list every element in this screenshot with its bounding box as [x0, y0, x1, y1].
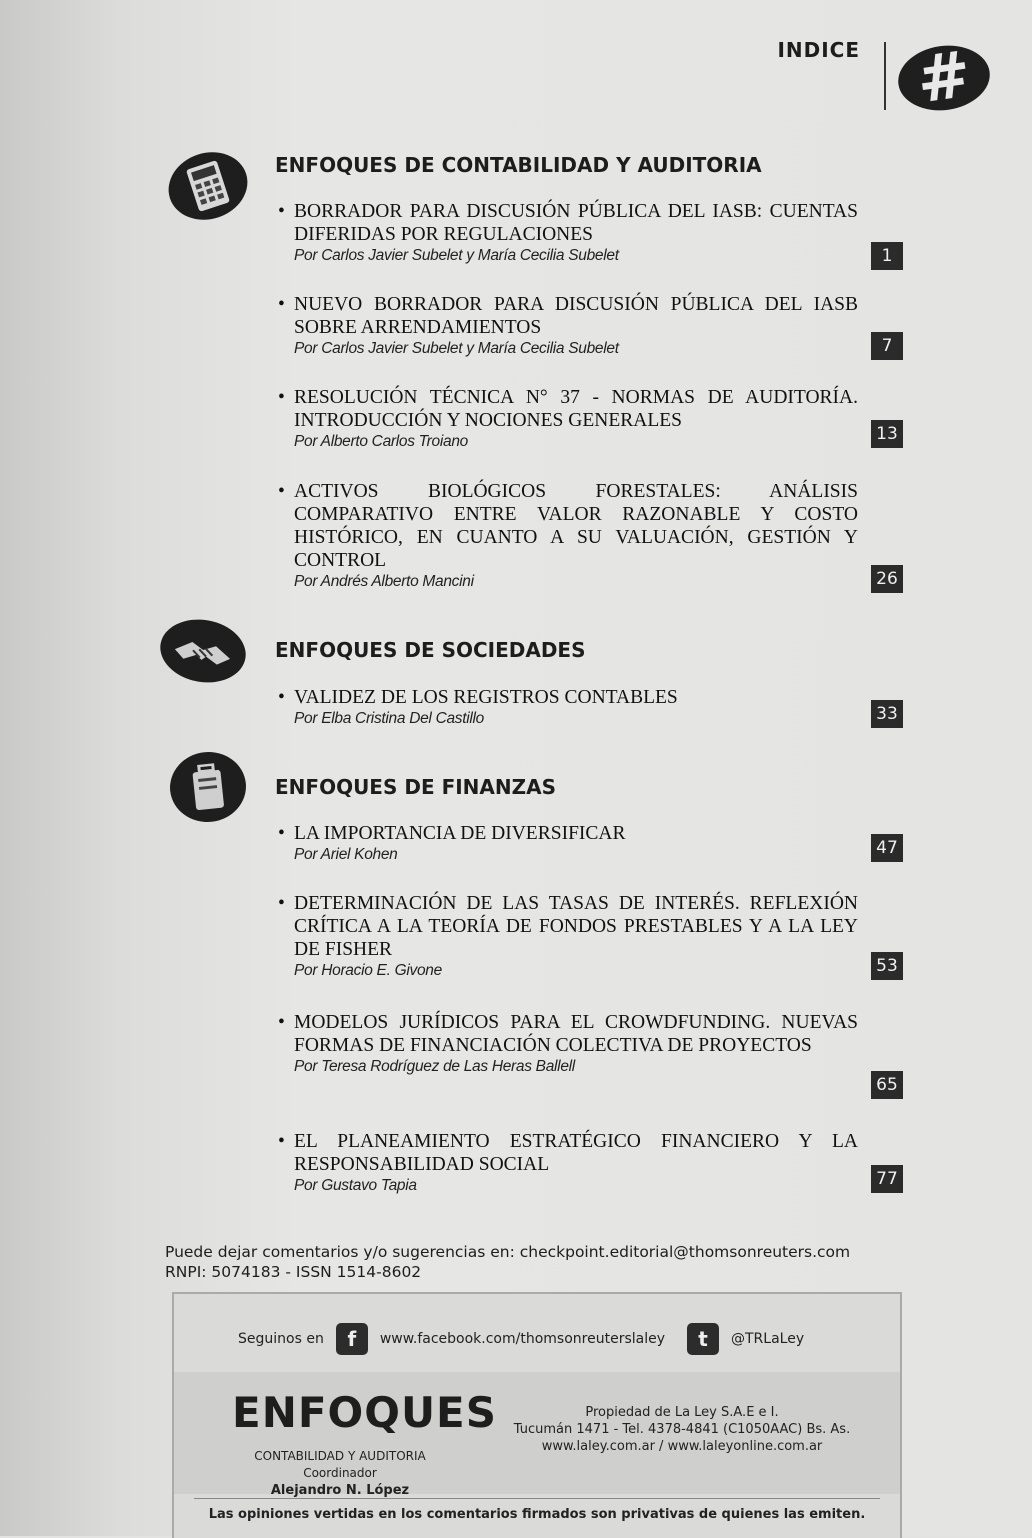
credits-box — [172, 1292, 902, 1538]
brand-logo: ENFOQUES — [232, 1388, 497, 1437]
social-links — [238, 1324, 804, 1354]
page-number[interactable]: 1 — [871, 242, 903, 270]
brand-subtitle-block — [230, 1448, 450, 1499]
toc-entry[interactable] — [278, 1130, 858, 1195]
brand-subtitle: CONTABILIDAD Y AUDITORIA — [254, 1449, 426, 1463]
page-number[interactable]: 26 — [871, 565, 903, 593]
toc-entry[interactable] — [278, 480, 858, 591]
entry-author: Por Ariel Kohen — [294, 846, 398, 863]
entry-author: Por Andrés Alberto Mancini — [294, 573, 474, 590]
disclaimer: Las opiniones vertidas en los comentarios firmados son privativas de quienes las emiten. — [208, 1507, 866, 1522]
page-title: INDICE — [777, 38, 860, 62]
page-number[interactable]: 47 — [871, 834, 903, 862]
bullet-icon: • — [278, 823, 285, 844]
entry-author: Por Alberto Carlos Troiano — [294, 433, 468, 450]
entry-title: ACTIVOS BIOLÓGICOS FORESTALES: ANÁLISIS COMPARATIVO ENTRE VALOR RAZONABLE Y COSTO HISTÓRICO, EN CUANTO A SU VALUACIÓN, GESTIÓN Y CONTROL — [294, 481, 858, 571]
facebook-icon[interactable]: f — [336, 1323, 368, 1355]
page-number[interactable]: 77 — [871, 1165, 903, 1193]
hash-icon: # — [894, 40, 994, 116]
entry-author: Por Carlos Javier Subelet y María Cecilia Subelet — [294, 340, 619, 357]
toc-entry[interactable] — [278, 892, 858, 980]
entry-author: Por Gustavo Tapia — [294, 1177, 417, 1194]
entry-title: BORRADOR PARA DISCUSIÓN PÚBLICA DEL IASB: CUENTAS DIFERIDAS POR REGULACIONES — [294, 201, 858, 245]
entry-title: EL PLANEAMIENTO ESTRATÉGICO FINANCIERO Y LA RESPONSABILIDAD SOCIAL — [294, 1131, 858, 1175]
toc-entry[interactable] — [278, 386, 858, 451]
coordinator-name: Alejandro N. López — [270, 1483, 410, 1498]
twitter-link[interactable]: @TRLaLey — [731, 1331, 805, 1347]
publisher-websites[interactable]: www.laley.com.ar / www.laleyonline.com.ar — [541, 1439, 823, 1454]
page-number[interactable]: 13 — [871, 420, 903, 448]
toc-entry[interactable] — [278, 1011, 858, 1076]
section-heading-contabilidad: ENFOQUES DE CONTABILIDAD Y AUDITORIA — [275, 153, 762, 177]
follow-label: Seguinos en — [238, 1331, 324, 1347]
entry-author: Por Elba Cristina Del Castillo — [294, 710, 484, 727]
brand-band — [174, 1372, 900, 1498]
rnpi-issn: RNPI: 5074183 - ISSN 1514-8602 — [165, 1263, 422, 1281]
entry-title: DETERMINACIÓN DE LAS TASAS DE INTERÉS. REFLEXIÓN CRÍTICA A LA TEORÍA DE FONDOS PRESTABLES Y A LA LEY DE FISHER — [294, 893, 858, 960]
bullet-icon: • — [278, 893, 285, 914]
entry-title: NUEVO BORRADOR PARA DISCUSIÓN PÚBLICA DEL IASB SOBRE ARRENDAMIENTOS — [294, 294, 858, 338]
section-heading-finanzas: ENFOQUES DE FINANZAS — [275, 775, 557, 799]
bullet-icon: • — [278, 1012, 285, 1033]
entry-author: Por Carlos Javier Subelet y María Cecilia Subelet — [294, 247, 619, 264]
entry-title: MODELOS JURÍDICOS PARA EL CROWDFUNDING. NUEVAS FORMAS DE FINANCIACIÓN COLECTIVA DE PROYECTOS — [294, 1012, 858, 1056]
bullet-icon: • — [278, 481, 285, 502]
bullet-icon: • — [278, 1131, 285, 1152]
page-number[interactable]: 33 — [871, 700, 903, 728]
page-number[interactable]: 53 — [871, 952, 903, 980]
page-number[interactable]: 65 — [871, 1071, 903, 1099]
publisher-address: Tucumán 1471 - Tel. 4378-4841 (C1050AAC) Bs. As. — [513, 1422, 851, 1437]
coordinator-label: Coordinador — [303, 1466, 377, 1480]
section-heading-sociedades: ENFOQUES DE SOCIEDADES — [275, 638, 586, 662]
bullet-icon: • — [278, 201, 285, 222]
entry-author: Por Horacio E. Givone — [294, 962, 442, 979]
publisher-info — [492, 1404, 872, 1455]
entry-title: RESOLUCIÓN TÉCNICA N° 37 - NORMAS DE AUDITORÍA. INTRODUCCIÓN Y NOCIONES GENERALES — [294, 387, 858, 431]
entry-title: VALIDEZ DE LOS REGISTROS CONTABLES — [294, 687, 678, 708]
toc-entry[interactable] — [278, 200, 858, 265]
entry-title: LA IMPORTANCIA DE DIVERSIFICAR — [294, 823, 626, 844]
toc-entry[interactable] — [278, 686, 858, 728]
toc-entry[interactable] — [278, 293, 858, 358]
publisher-line: Propiedad de La Ley S.A.E e I. — [585, 1405, 779, 1420]
entry-author: Por Teresa Rodríguez de Las Heras Ballell — [294, 1058, 575, 1075]
facebook-link[interactable]: www.facebook.com/thomsonreuterslaley — [379, 1331, 665, 1347]
toc-entry[interactable] — [278, 822, 858, 864]
divider — [194, 1498, 880, 1499]
bullet-icon: • — [278, 387, 285, 408]
page-number[interactable]: 7 — [871, 332, 903, 360]
twitter-icon[interactable]: t — [687, 1323, 719, 1355]
bullet-icon: • — [278, 294, 285, 315]
header-divider — [884, 42, 886, 110]
comments-note: Puede dejar comentarios y/o sugerencias en: checkpoint.editorial@thomsonreuters.com — [165, 1243, 851, 1261]
bullet-icon: • — [278, 687, 285, 708]
